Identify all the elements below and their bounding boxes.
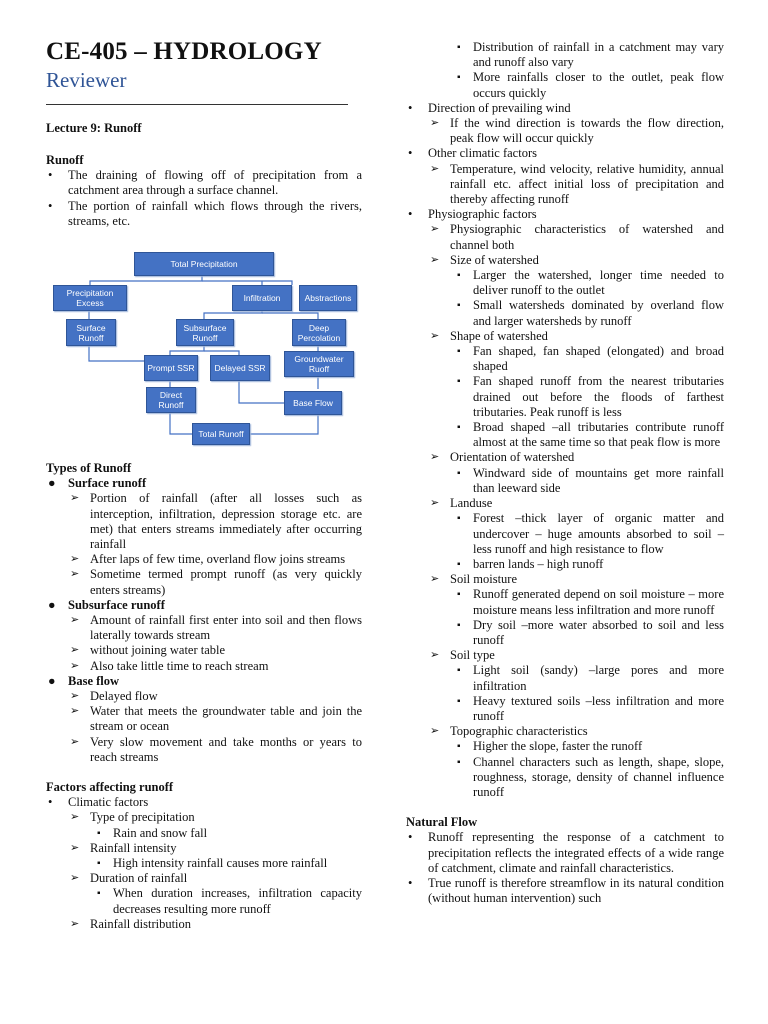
list-item: ➢ Portion of rainfall (after all losses such as interception, infiltration, depression storage etc. are met) that enters streams immediately after occurring rainfall xyxy=(70,491,362,552)
arrow-icon: ➢ xyxy=(70,841,80,854)
arrow-icon: ➢ xyxy=(430,223,440,236)
arrow-icon: ➢ xyxy=(430,162,440,175)
square-bullet-icon: ▪ xyxy=(97,888,101,900)
arrow-icon: ➢ xyxy=(70,917,80,930)
bullet-icon: ● xyxy=(48,597,56,612)
precipitation-excess-box: Precipitation Excess xyxy=(53,285,127,311)
bullet-icon: • xyxy=(408,830,413,845)
factors-list-left xyxy=(46,795,362,932)
prompt-ssr-box: Prompt SSR xyxy=(144,355,198,381)
arrow-icon: ➢ xyxy=(430,497,440,510)
list-item: ➢ Water that meets the groundwater table and join the stream or ocean xyxy=(70,704,362,734)
list-item: ▪ Forest –thick layer of organic matter and undercover – huge amounts absorbed to soil – less runoff and high resistance to flow xyxy=(457,511,724,556)
list-item: ➢ Temperature, wind velocity, relative humidity, annual rainfall etc. affect initial loss of precipitation and thereby affecting runoff xyxy=(430,161,724,207)
lecture-heading: Lecture 9: Runoff xyxy=(46,121,142,135)
arrow-icon: ➢ xyxy=(430,649,440,662)
list-item: ➢ Delayed flow xyxy=(70,689,158,704)
list-item: ▪ Broad shaped –all tributaries contribute runoff almost at the same time so that peak flow is more xyxy=(457,420,724,450)
bullet-icon: ● xyxy=(48,673,56,688)
abstractions-box: Abstractions xyxy=(299,285,357,311)
arrow-icon: ➢ xyxy=(70,735,80,748)
arrow-icon: ➢ xyxy=(430,117,440,130)
list-item: ● Base flow xyxy=(48,673,120,688)
infiltration-box: Infiltration xyxy=(232,285,292,311)
bullet-icon: • xyxy=(408,100,413,115)
list-item: ▪ Fan shaped runoff from the nearest tributaries drained out before the floods of farthest tributaries. Peak runoff is less xyxy=(457,374,724,419)
square-bullet-icon: ▪ xyxy=(457,270,461,282)
list-item: • The portion of rainfall which flows through the rivers, streams, etc. xyxy=(48,198,362,228)
factors-list-right xyxy=(406,40,724,800)
square-bullet-icon: ▪ xyxy=(457,513,461,525)
arrow-icon: ➢ xyxy=(70,568,80,581)
diagram-connectors xyxy=(52,251,362,446)
square-bullet-icon: ▪ xyxy=(457,422,461,434)
square-bullet-icon: ▪ xyxy=(457,756,461,768)
arrow-icon: ➢ xyxy=(70,690,80,703)
groundwater-runoff-box: Groundwater Ruoff xyxy=(284,351,354,377)
list-item: ➢ Also take little time to reach stream xyxy=(70,658,269,673)
arrow-icon: ➢ xyxy=(70,705,80,718)
runoff-heading: Runoff xyxy=(46,153,84,167)
base-flow-box: Base Flow xyxy=(284,391,342,415)
square-bullet-icon: ▪ xyxy=(457,558,461,570)
types-list xyxy=(46,476,362,765)
types-heading: Types of Runoff xyxy=(46,461,132,475)
bullet-icon: • xyxy=(48,168,53,183)
square-bullet-icon: ▪ xyxy=(457,467,461,479)
left-column-bottom xyxy=(46,461,362,932)
list-item: ➢ Physiographic characteristics of watershed and channel both xyxy=(430,222,724,252)
bullet-icon: • xyxy=(408,875,413,890)
arrow-icon: ➢ xyxy=(430,329,440,342)
bullet-icon: • xyxy=(48,198,53,213)
list-item: ➢ without joining water table xyxy=(70,643,226,658)
deep-percolation-box: Deep Percolation xyxy=(292,319,346,346)
list-item: ▪ Distribution of rainfall in a catchment may vary and runoff also vary xyxy=(457,40,724,70)
list-item: • The draining of flowing off of precipitation from a catchment area through a surface channel. xyxy=(48,168,362,198)
list-item: • Climatic factors xyxy=(48,795,149,810)
left-column-top xyxy=(46,153,362,229)
bullet-icon: • xyxy=(408,207,413,222)
list-item: ▪ Fan shaped, fan shaped (elongated) and broad shaped xyxy=(457,344,724,374)
list-item: ▪ Light soil (sandy) –large pores and more infiltration xyxy=(457,663,724,693)
list-item: ➢ Type of precipitation xyxy=(70,810,195,825)
arrow-icon: ➢ xyxy=(430,253,440,266)
square-bullet-icon: ▪ xyxy=(457,589,461,601)
list-item: ▪ Runoff generated depend on soil moisture – more moisture means less infiltration and more runoff xyxy=(457,587,724,617)
runoff-definition-list xyxy=(46,168,362,229)
arrow-icon: ➢ xyxy=(70,614,80,627)
delayed-ssr-box: Delayed SSR xyxy=(210,355,270,381)
arrow-icon: ➢ xyxy=(70,872,80,885)
arrow-icon: ➢ xyxy=(70,659,80,672)
bullet-icon: ● xyxy=(48,476,56,491)
arrow-icon: ➢ xyxy=(430,725,440,738)
square-bullet-icon: ▪ xyxy=(457,665,461,677)
list-item: ▪ Rain and snow fall xyxy=(97,825,208,840)
list-item: ▪ Dry soil –more water absorbed to soil and less runoff xyxy=(457,617,724,647)
list-item: ▪ barren lands – high runoff xyxy=(457,556,604,571)
list-item: ● Surface runoff xyxy=(48,476,147,491)
list-item: ➢ If the wind direction is towards the flow direction, peak flow will occur quickly xyxy=(430,116,724,146)
list-item: ➢ Very slow movement and take months or years to reach streams xyxy=(70,734,362,764)
list-item: ➢ After laps of few time, overland flow joins streams xyxy=(70,552,346,567)
list-item: ▪ Larger the watershed, longer time needed to deliver runoff to the outlet xyxy=(457,268,724,298)
square-bullet-icon: ▪ xyxy=(457,72,461,84)
list-item: ▪ Heavy textured soils –less infiltration and more runoff xyxy=(457,693,724,723)
list-item: ➢ Soil type xyxy=(430,648,495,663)
subsurface-runoff-box: Subsurface Runoff xyxy=(176,319,234,346)
list-item: • True runoff is therefore streamflow in its natural condition (without human intervention) such xyxy=(408,875,724,906)
list-item: ➢ Duration of rainfall xyxy=(70,871,188,886)
surface-runoff-box: Surface Runoff xyxy=(66,319,116,346)
square-bullet-icon: ▪ xyxy=(457,376,461,388)
list-item: ➢ Size of watershed xyxy=(430,252,539,267)
list-item: ➢ Topographic characteristics xyxy=(430,724,588,739)
list-item: ➢ Orientation of watershed xyxy=(430,450,575,465)
arrow-icon: ➢ xyxy=(70,811,80,824)
direct-runoff-box: Direct Runoff xyxy=(146,387,196,413)
document-title: CE-405 – HYDROLOGY xyxy=(46,38,322,65)
list-item: ▪ Higher the slope, faster the runoff xyxy=(457,739,643,754)
title-divider xyxy=(46,104,348,105)
list-item: ▪ More rainfalls closer to the outlet, peak flow occurs quickly xyxy=(457,70,724,100)
total-precipitation-box: Total Precipitation xyxy=(134,252,274,276)
arrow-icon: ➢ xyxy=(70,492,80,505)
list-item: • Runoff representing the response of a catchment to precipitation reflects the integrated effects of a wide range of catchment, climate and rainfall characteristics. xyxy=(408,830,724,875)
list-item: ▪ Channel characters such as length, shape, slope, roughness, storage, density of channel influence runoff xyxy=(457,754,724,799)
arrow-icon: ➢ xyxy=(70,553,80,566)
square-bullet-icon: ▪ xyxy=(97,858,101,870)
factors-heading: Factors affecting runoff xyxy=(46,780,174,795)
list-item: ▪ Windward side of mountains get more rainfall than leeward side xyxy=(457,465,724,495)
list-item: • Other climatic factors xyxy=(408,146,537,161)
list-item: • Physiographic factors xyxy=(408,207,537,222)
list-item: • Direction of prevailing wind xyxy=(408,100,571,115)
document-subtitle: Reviewer xyxy=(46,68,127,92)
list-item: ➢ Amount of rainfall first enter into soil and then flows laterally towards stream xyxy=(70,613,362,643)
bullet-icon: • xyxy=(408,146,413,161)
square-bullet-icon: ▪ xyxy=(457,300,461,312)
list-item: ● Subsurface runoff xyxy=(48,597,165,612)
square-bullet-icon: ▪ xyxy=(457,695,461,707)
list-item: ➢ Landuse xyxy=(430,496,493,511)
square-bullet-icon: ▪ xyxy=(457,346,461,358)
arrow-icon: ➢ xyxy=(430,573,440,586)
list-item: ▪ High intensity rainfall causes more rainfall xyxy=(97,856,328,871)
bullet-icon: • xyxy=(48,795,53,810)
list-item: ▪ Small watersheds dominated by overland flow and larger watersheds by runoff xyxy=(457,298,724,328)
arrow-icon: ➢ xyxy=(70,644,80,657)
square-bullet-icon: ▪ xyxy=(457,619,461,631)
list-item: ➢ Rainfall intensity xyxy=(70,840,177,855)
square-bullet-icon: ▪ xyxy=(457,741,461,753)
list-item: ➢ Soil moisture xyxy=(430,572,518,587)
natural-flow-list xyxy=(406,830,724,906)
runoff-flow-diagram xyxy=(52,251,362,446)
square-bullet-icon: ▪ xyxy=(457,42,461,53)
right-column xyxy=(406,40,724,906)
arrow-icon: ➢ xyxy=(430,451,440,464)
list-item: ➢ Shape of watershed xyxy=(430,328,548,343)
natural-flow-heading: Natural Flow xyxy=(406,815,478,830)
square-bullet-icon: ▪ xyxy=(97,827,101,839)
list-item: ➢ Sometime termed prompt runoff (as very quickly enters streams) xyxy=(70,567,362,597)
total-runoff-box: Total Runoff xyxy=(192,423,250,445)
list-item: ➢ Rainfall distribution xyxy=(70,916,192,931)
list-item: ▪ When duration increases, infiltration capacity decreases resulting more runoff xyxy=(97,886,362,916)
